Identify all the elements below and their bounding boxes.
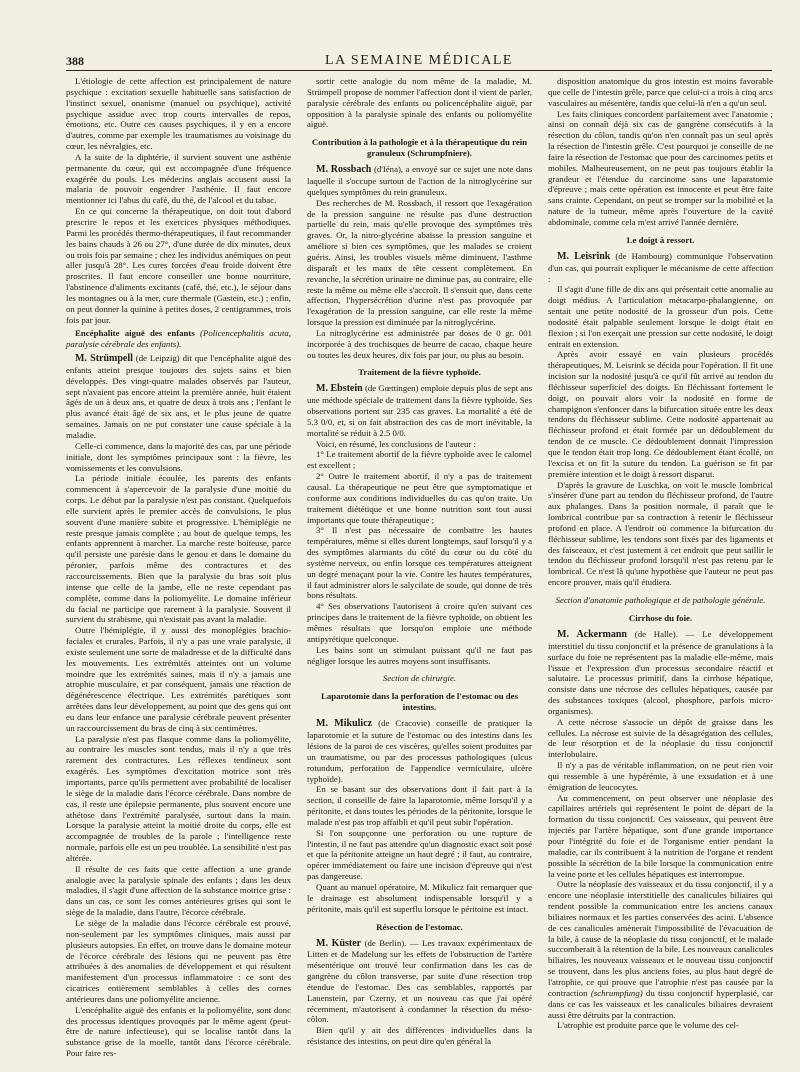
paragraph: L'étiologie de cette affection est principalement de nature psychique : excitation sexuelle habituelle sans satisfaction de l'instinct sexuel, onanisme (manuel ou psychique), activité psychique assidue avec trop courts intervalles de repos, émotions, etc. Outre ces causes psychiques, il y en a encore d'autres, comme par exemple les traumatismes au voisinage du cœur, les névralgies, etc.: [66, 76, 291, 152]
section-heading-typhoide: Traitement de la fièvre typhoïde.: [358, 367, 481, 378]
author-name: M. Ackermann: [557, 628, 627, 640]
paragraph: 2° Outre le traitement abortif, il n'y a pas de traitement causal. La thérapeutique ne peut être que symptomatique et conforme aux conditions individuelles du cas qu'on traite. Un traitement diététique et une bonne nutrition sont tout aussi importants que toute thérapeutique ;: [307, 471, 532, 525]
heading-subtitle: (Policencephalitis acuta, paralysie cérébrale des enfants).: [66, 328, 292, 350]
column-1: [66, 76, 292, 1059]
italic-term: (schrumpfung): [590, 987, 643, 998]
author-name: M. Mikulicz: [316, 718, 373, 730]
author-name: M. Küster: [316, 937, 362, 949]
section-title-chirurgie: Section de chirurgie.: [382, 673, 457, 684]
column-2: [307, 76, 533, 1047]
author-name: M. Rossbach: [316, 164, 372, 176]
paragraph: Au commencement, on peut observer une néoplasie des capillaires artériels qui représentent le point de départ de la formation du tissu conjonctif. Ces vaisseaux, qui peuvent être injectés par l'artère hépatique, sont d'une grande importance pour l'intégrité du foie et de l'organisme entier pendant la maladie, car ils contribuent à la nutrition de l'organe et rendent possible la sécrétion de la bile lorsque la communication entre la veine porte et les cellules hépatiques est interrompue.: [548, 792, 773, 879]
article-columns: [66, 76, 774, 1059]
paragraph: Il n'y a pas de véritable inflammation, on ne peut rien voir qui ressemble à une hypérémie, à une exsudation et à une émigration de leucocytes.: [548, 760, 773, 792]
heading-text: Encéphalite aiguë des enfants: [75, 328, 195, 339]
section-heading-laparotomie: Laparotomie dans la perforation de l'estomac ou des intestins.: [320, 691, 519, 713]
paragraph-text: (d'Iéna), a envoyé sur ce sujet une note dans laquelle il s'occupe surtout de l'action de la nitroglycérine sur quelques symptômes du rein granuleux.: [307, 164, 533, 197]
paragraph: 1° Le traitement abortif de la fièvre typhoïde avec le calomel est excellent ;: [307, 449, 532, 471]
paragraph: Il résulte de ces faits que cette affection a une grande analogie avec la paralysie spinale des enfants ; dans les deux maladies, il s'agit d'une affection de la substance motrice grise : dans un cas, ce sont les cornes antérieures grises qui sont le siège de la maladie, dans l'autre, l'écorce cérébrale.: [66, 863, 291, 918]
paragraph: En se basant sur des observations dont il fait part à la section, il conseille de faire la laparotomie, même lorsqu'il y a péritonite, et dans toutes les périodes de la péritonite, lorsque le malade n'est pas trop affaibli et qu'il peut subir l'opération.: [307, 784, 532, 827]
paragraph: La période initiale écoulée, les parents des enfants commencent à s'apercevoir de la paralysie d'une moitié du corps. Le début par la paralysie n'est pas constant. Quelquefois elle survient après le premier accès de convulsions, le plus souvent d'une manière subite et progressive. L'hémiplégie ne reste presque jamais complète ; au bout de quelque temps, les enfants apprennent à marcher. La marche reste boiteuse, parce qu'il persiste une parésie dans le genou et dans le domaine du péronier, parfois même des contractures et des raccourcissements. Bien que la paralysie du bras soit plus intense que celle de la jambe, elle ne reste cependant pas complète, comme dans la poliomyélite. Le domaine inférieur du facial ne participe que rarement à la paralysie. Souvent il survient du strabisme, qui n'existait pas avant la maladie.: [66, 473, 291, 625]
section-title-anatomie: Section d'anatomie pathologique et de pathologie générale.: [555, 594, 766, 605]
paragraph: L'atrophie est produite parce que le volume des cel-: [557, 1020, 739, 1031]
section-heading-rein: Contribution à la pathologie et à la thérapeutique du rein granuleux (Schrumpfniere).: [311, 137, 528, 159]
paragraph: [548, 251, 773, 285]
paragraph-text: Outre la néoplasie des vaisseaux et du tissu conjonctif, il y a encore une néoplasie interstitielle des canalicules biliaires qui rendent possible la communication entre les anciens canaux biliaires normaux et les parties conservées des acini. L'absence de ces canalicules amènerait l'impossibilité de l'évacuation de la bile, à cause de la néoplasie du tissu conjonctif, et le malade succomberait à la rétention de la bile. Les nouveaux canalicules biliaires, les nouveaux vaisseaux et le nouveau tissu conjonctif se trouvent, dans les plus anciens foies, au plus haut degré de l'atrophie, ce qui prouve que l'atrophie n'est pas causée par la contraction: [548, 879, 773, 998]
paragraph-text: (de Gœttingen) emploie depuis plus de sept ans une méthode spéciale de traitement dans la fièvre typhoïde. Ses observations portent sur 235 cas graves. La mortalité a été de 5.3 0/0, et, si on fait abstraction des cas de mort inévitable, la mortalité se réduit à 2.5 0/0.: [307, 383, 532, 438]
paragraph-text: (de Halle). — Le développement interstitiel du tissu conjonctif et la présence de granulations à la surface du foie ne représentent pas la maladie elle-même, mais l'issue et l'expression d'un processus secondaire réactif et salutaire. Le processus primitif, dans la cirrhose hépatique, consiste dans une nécrose des cellules hépatiques, causée par des substances toxiques (alcool, phosphore, parfois micro-organismes).: [548, 628, 773, 716]
section-heading-cirrhose: Cirrhose du foie.: [628, 612, 693, 623]
section-heading-resection: Résection de l'estomac.: [376, 921, 463, 932]
paragraph: Quant au manuel opératoire, M. Mikulicz fait remarquer que le drainage est absolument indispensable lorsqu'il y a péritonite, mais qu'il est superflu lorsque le péritoine est intact.: [307, 882, 532, 914]
paragraph: Les faits cliniques concordent parfaitement avec l'anatomie ; ainsi on connaît déjà six cas de gangrène consécutifs à la résection du côlon, tandis qu'on n'en connaît pas un seul après la résection de l'intestin grêle. C'est pourquoi je conseille de ne faire la résection de l'estomac que pour des carcinomes petits et mobiles. Malheureusement, on ne peut pas toujours établir la grandeur et l'étendue du carcinome sans une laparatomie d'épreuve ; mais cette opération est innocente et peut être faite sans crainte. Cependant, on peut se tromper sur la mobilité et la nature de la tumeur, même après l'ouverture de la cavité abdominale, comme cela m'est arrivé l'année dernière.: [548, 108, 773, 227]
paragraph-text: du tissu conjonctif hyperplasié, car dans ce cas les vaisseaux et les canalicules biliaires devraient aussi être détruits par la contraction.: [548, 987, 774, 1020]
paragraph: Voici, en résumé, les conclusions de l'auteur :: [316, 438, 476, 449]
paragraph: [66, 353, 291, 441]
paragraph: Il s'agit d'une fille de dix ans qui présentait cette anomalie au doigt médius. A l'articulation métacarpo-phalangienne, on sentait une petite nodosité de la grosseur d'un pois. Cette nodosité était palpable seulement lorsque le doigt était en flexion ; si l'on exerçait une pression sur cette nodosité, le doigt entrait en extension.: [548, 284, 773, 349]
section-heading-doigt: Le doigt à ressort.: [626, 234, 695, 245]
paragraph: A la suite de la diphtérie, il survient souvent une asthénie permanente du cœur, qui est accompagnée d'une fréquence exagérée du pouls. Les médecins anglais accusent aussi la malaria de pouvoir engendrer l'asthénie. Il faut encore mentionner ici l'abus du café, du thé, de l'alcool et du tabac.: [66, 151, 291, 206]
paragraph: [307, 938, 532, 1026]
paragraph: Des recherches de M. Rossbach, il ressort que l'exagération de la pression sanguine ne résulte pas d'une destruction partielle du rein, mais qu'elle provoque des symptômes très graves. Or, la nitro-glycérine abaisse la pression sanguine et améliore si bien ces symptômes, que les malades se croient guéris. Ainsi, les troubles visuels même diminuent, l'asthme disparaît et les maux de tête cessent complètement. En revanche, la sécrétion urinaire ne diminue pas, au contraire, elle reste la même ou même elle s'accroît. Il s'ensuit que, dans cette affection, l'hypersécrétion d'urine n'est pas provoquée par l'exagération de la pression sanguine, car elle reste la même lorsque la pression est diminuée par la nitroglycérine.: [307, 197, 532, 328]
page-number: 388: [66, 54, 84, 68]
paragraph-text: (de Cracovie) conseille de pratiquer la laparotomie et la suture de l'estomac ou des intestins dans les lésions de la paroi de ces viscères, qu'elles soient produites par un traumatisme, ou par des processus pathologiques (ulcus rotundum, perforation de l'appendice vermiculaire, ulcère typhoïde).: [307, 718, 533, 784]
page-header: [66, 54, 772, 70]
paragraph: [307, 164, 532, 198]
paragraph: Celle-ci commence, dans la majorité des cas, par une période initiale, dont les symptômes principaux sont : la fièvre, les vomissements et les convulsions.: [66, 440, 291, 473]
paragraph: D'après la gravure de Luschka, on voit le muscle lombrical s'insérer d'une part au tendon du fléchisseur profond, de l'autre aux phalanges. Dans la position normale, il paraît que le lombrical contribue par sa contraction à retenir le fléchisseur profond en place. A l'endroit où commence la bifurcation du fléchisseur sublime, les tendons sont fixés par des ligaments et des faisceaux, et c'est justement à cet endroit que peut saillir le tendon du fléchisseur profond lorsqu'il n'est pas retenu par le lombrical. Ce n'est là qu'une hypothèse que l'auteur ne peut pas encore prouver, mais qu'il étudiera.: [548, 479, 773, 588]
author-name: M. Strümpell: [75, 353, 133, 365]
paragraph: 4° Ses observations l'autorisent à croire qu'en suivant ces principes dans le traitement de la fièvre typhoïde, on obtient les mêmes résultats que lorsqu'on emploie une méthode antipyrétique quelconque.: [307, 601, 532, 644]
paragraph: Après avoir essayé en vain plusieurs procédés thérapeutiques, M. Leisrink se décida pour l'opération. Il fit une incision sur la nodosité jusqu'à ce qu'il fût arrivé au tendon du fléchisseur superficiel des doigts. En fléchissant fortement le doigt, on pouvait alors voir la nodosité en forme de champignon s'enfoncer dans la bifurcation située entre les deux tendons du fléchisseur sublime. Cette nodosité appartenait au fléchisseur profond et était formée par un dédoublement du tendon de ce muscle. Ce dédoublement donnait l'impression que le tendon était trop long. Ce dédoublement étant écollé, on l'excisa et on fit la suture du tendon. La guérison se fit par première intention et le doigt à ressort disparut.: [548, 349, 773, 479]
author-name: M. Ebstein: [316, 383, 363, 395]
paragraph-text: (de Berlin). — Les travaux expérimentaux de Litten et de Madelung sur les effets de l'obstruction de l'artère mésentérique ont trouvé leur confirmation dans les cas de gangrène du côlon transverse, par suite d'une résection trop étendue de l'estomac. Des cas semblables, rapportés par Lauenstein, par Czerny, et un nouveau cas que j'ai opéré récemment, m'autorisent à condamner la résection du méso-côlon.: [307, 937, 532, 1025]
author-name: M. Leisrink: [557, 250, 611, 262]
paragraph: sortir cette analogie du nom même de la maladie, M. Strümpell propose de nommer l'affection dont il vient de parler, paralysie cérébrale des enfants ou policencéphalite aiguë, par opposition à la paralysie spinale des enfants ou poliomyélite aiguë.: [307, 76, 532, 130]
paragraph: [548, 629, 773, 717]
paragraph: 3° Il n'est pas nécessaire de combattre les hautes températures, même si elles durent longtemps, sauf lorsqu'il y a des symptômes alarmants du côté du cœur ou du côté du système nerveux, ou enfin lorsque ces températures atteignent un degré menaçant pour la vie. Contre les hautes températures, il faut administrer alors le salycilate de soude, qui donne de très bons résultats.: [307, 525, 532, 601]
paragraph: Si l'on soupçonne une perforation ou une rupture de l'intestin, il ne faut pas attendre qu'un diagnostic exact soit posé et que la péritonite atteigne un haut degré ; il faut, au contraire, opérer immédiatement ou faire une incision d'épreuve qui n'est pas dangereuse.: [307, 827, 532, 882]
paragraph: Les bains sont un stimulant puissant qu'il ne faut pas négliger lorsque les autres moyens sont insuffisants.: [307, 644, 532, 666]
paragraph: A cette nécrose s'associe un dépôt de graisse dans les cellules. La nécrose est suivie de la désagrégation des cellules, de leur résorption et de la néoplasie du tissu conjonctif interlobulaire.: [548, 716, 773, 760]
column-3: [548, 76, 773, 1041]
header-rule: [66, 70, 772, 71]
paragraph: En ce qui concerne la thérapeutique, on doit tout d'abord prescrire le repos et les exercices physiques méthodiques. Parmi les procédés thermo-thérapeutiques, il faut recommander les bains chauds à 26 ou 27°, d'une durée de dix minutes, deux ou trois fois par semaine ; chez les individus anémiques on peut aller jusqu'à 28°. Les cures forcées d'eau froide doivent être proscrites. Il faut encore conseiller une bonne nourriture, l'abstinence d'aliments excitants (café, thé, etc.), le séjour dans les montagnes ou à la mer, cure thermale (Gastein, etc.) ; enfin, on peut donner la quinine à petites doses, 2 centigrammes, trois fois par jour.: [66, 206, 291, 325]
paragraph: La nitroglycérine est administrée par doses de 0 gr. 001 incorporée à des trochisques de beurre de cacao, chaque heure ou toutes les deux heures, dix fois par jour, ou plus au besoin.: [307, 327, 532, 360]
paragraph-text: (de Leipzig) dit que l'encéphalite aiguë des enfants atteint presque toujours des sujets sains et bien développés. Des vingt-quatre malades observés par l'auteur, sept n'avaient pas encore atteint la première année, huit étaient âgés de un à deux ans, et quatre de deux à trois ans ; l'enfant le plus avancé était âgé de six ans, et le plus jeune de quatre semaines. Jamais on ne put constater une cause spéciale à la maladie.: [66, 353, 291, 440]
paragraph: [307, 718, 532, 784]
paragraph: Outre l'hémiplégie, il y aussi des monoplégies brachio-faciales et crurales. Parfois, il n'y a pas une vraie paralysie, il existe seulement une sorte de maladresse et de la difficulté dans les mouvements. Les extrémités atteintes ont un volume moindre que les extrémités saines, mais il n'y a jamais une atrophie musculaire, et par conséquent, jamais une réaction de dégénérescence électrique. Les extrémités parétiques sont arrêtées dans leur développement, au point que des gens qui ont eu dans leur enfance une paralysie cérébrale peuvent présenter un raccourcissement du bras de cinq à six centimètres.: [66, 625, 291, 733]
paragraph-text: (de Hambourg) communique l'observation d'un cas, qui pourrait expliquer le mécanisme de cette affection :: [548, 250, 773, 284]
paragraph: disposition anatomique du gros intestin est moins favorable que celle de l'intestin grêle, parce que celui-ci a trois à cinq arcs vasculaires au mésentère, tandis que celui-là n'en a qu'un seul.: [548, 76, 773, 108]
paragraph: [548, 879, 773, 1020]
paragraph: [307, 383, 532, 438]
paragraph: Le siège de la maladie dans l'écorce cérébrale est prouvé, non-seulement par les symptômes cliniques, mais aussi par plusieurs autopsies. En effet, on trouve dans le domaine moteur de l'écorce cérébrale des lésions qui ne peuvent pas être attribuées à des anomalies de développement et qui résultent manifestement d'un processus inflammatoire : ce sont des cicatrices entièrement semblables à celles des cornes antérieures dans une poliomyélite ancienne.: [66, 917, 291, 1004]
journal-title: LA SEMAINE MÉDICALE: [325, 53, 513, 68]
section-heading-encephalite: [66, 328, 291, 350]
paragraph: Bien qu'il y ait des différences individuelles dans la résistance des intestins, on peut dire qu'en général la: [307, 1025, 532, 1047]
paragraph: L'encéphalite aiguë des enfants et la poliomyélite, sont donc des processus identiques provoqués par le même agent (peut-être de nature infectieuse), qui se localise tantôt dans la substance grise de la moelle, tantôt dans l'écorce cérébrale. Pour faire res-: [66, 1004, 291, 1059]
paragraph: La paralysie n'est pas flasque comme dans la poliomyélite, au contraire les muscles sont tendus, mais il n'y a que très rarement des contractures. Les réflexes tendineux sont exagérés. Les symptômes d'excitation motrice sont très importants, parce qu'ils permettent avec probabilité de localiser le siège de la maladie dans l'écorce cérébrale. Dans nombre de cas, il reste une épilepsie permanente, plus souvent encore une athétose dans l'extrémité paralysée, surtout dans la main. Lorsque la paralysie atteint la moitié droite du corps, elle est accompagnée de troubles de la parole ; l'intelligence reste normale, parfois elle est un peu troublée. La sensibilité n'est pas altérée.: [66, 733, 291, 863]
